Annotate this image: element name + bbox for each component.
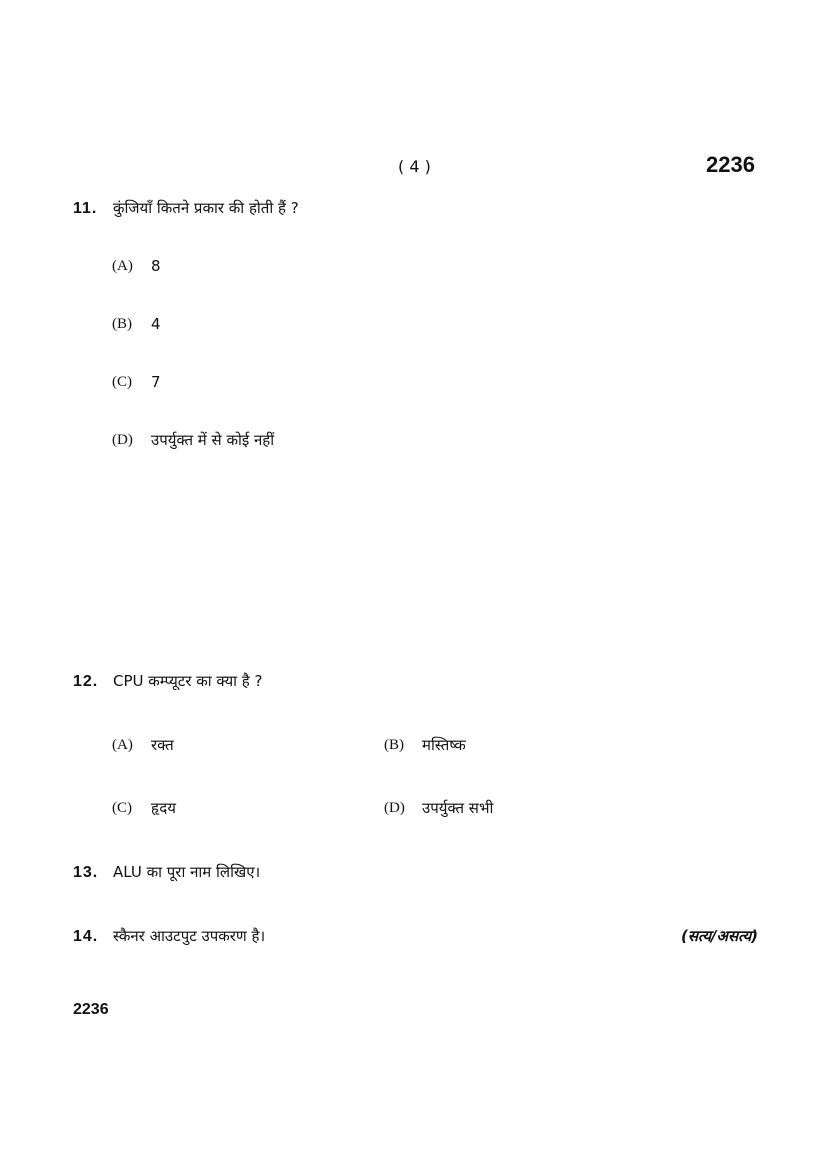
question-number: 13. [73, 864, 99, 881]
option-text: 4 [151, 315, 161, 333]
option-text: 7 [151, 373, 161, 391]
question-number: 12. [73, 673, 99, 690]
option-text: उपर्युक्त सभी [422, 799, 494, 817]
option-label: (C) [112, 374, 132, 390]
option-text: 8 [151, 257, 161, 275]
option-label: (A) [112, 258, 133, 274]
question-text: CPU कम्प्यूटर का क्या है ? [113, 672, 263, 690]
option-text: उपर्युक्त में से कोई नहीं [151, 431, 275, 449]
option-label: (A) [112, 737, 133, 753]
option-label: (D) [112, 432, 133, 448]
option-label: (D) [384, 800, 405, 816]
question-number: 11. [73, 200, 98, 217]
page-number: ( 4 ) [398, 157, 431, 176]
option-label: (C) [112, 800, 132, 816]
question-number: 14. [73, 928, 99, 945]
option-text: हृदय [151, 799, 176, 817]
question-text: कुंजियाँ कितने प्रकार की होती हैं ? [113, 199, 299, 217]
option-label: (B) [112, 316, 132, 332]
option-label: (B) [384, 737, 404, 753]
option-text: रक्त [151, 736, 174, 754]
option-text: मस्तिष्क [422, 736, 466, 754]
paper-code-bottom: 2236 [73, 1001, 109, 1018]
question-text: स्कैनर आउटपुट उपकरण है। [113, 927, 266, 945]
paper-code-top: 2236 [706, 152, 755, 177]
question-text: ALU का पूरा नाम लिखिए। [113, 863, 261, 881]
true-false-hint: (सत्य/असत्य) [680, 927, 758, 945]
